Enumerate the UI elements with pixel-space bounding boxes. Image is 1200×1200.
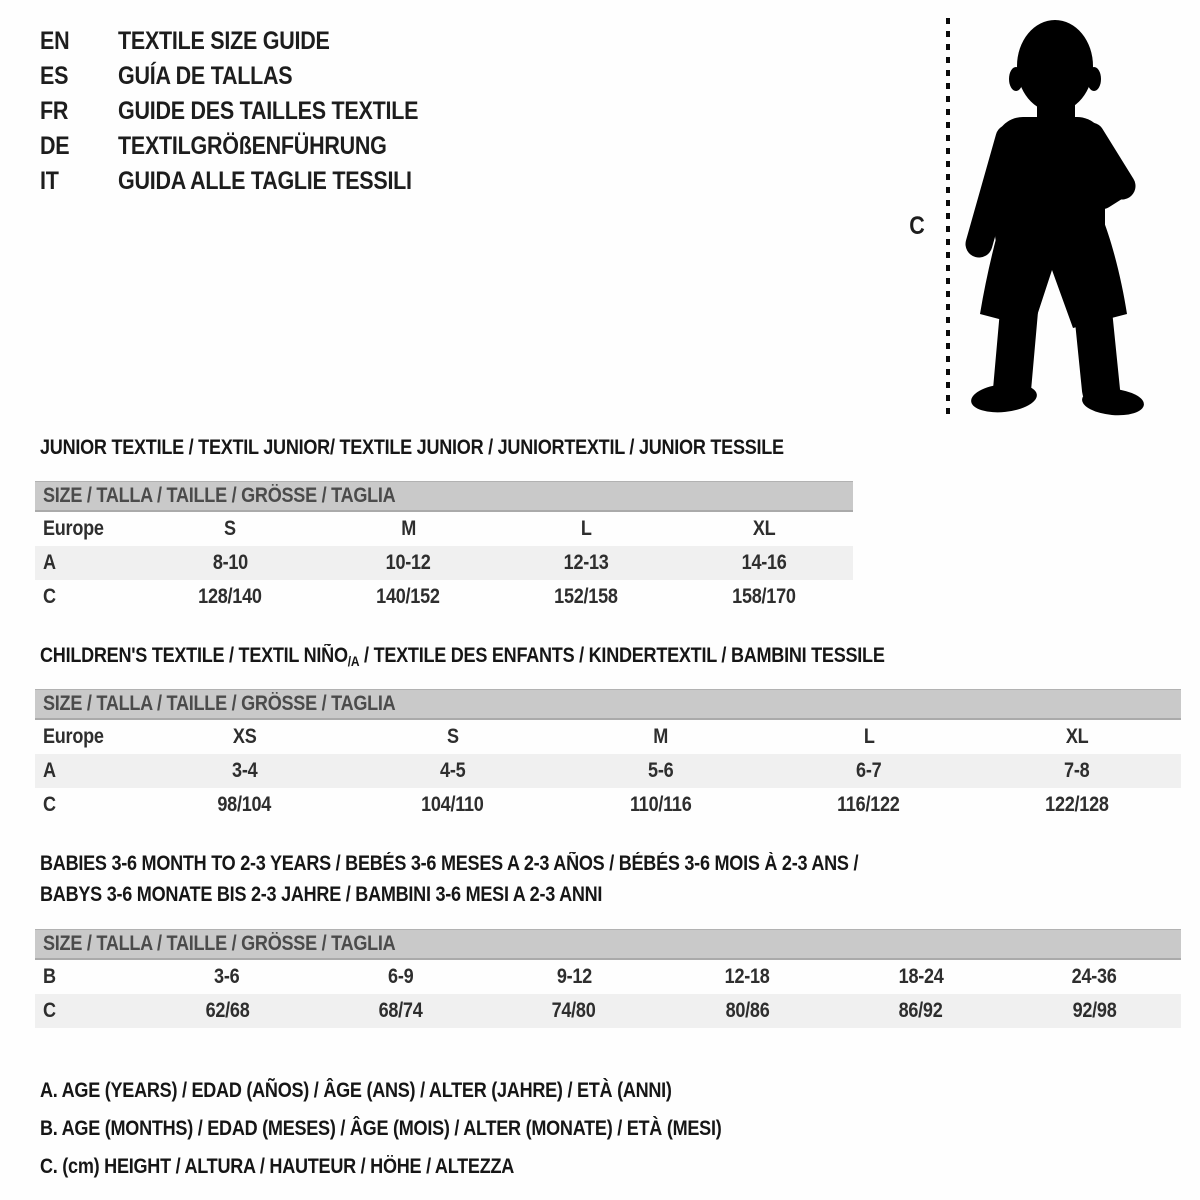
size-cell: 3-4	[231, 759, 258, 782]
language-title: TEXTILGRÖßENFÜHRUNG	[118, 132, 387, 160]
row-label: C	[43, 793, 56, 816]
row-label: Europe	[43, 725, 104, 748]
size-cell: 8-10	[212, 551, 248, 574]
row-label: A	[43, 759, 56, 782]
language-code: FR	[40, 97, 69, 125]
table-row	[35, 720, 1181, 754]
table-row	[35, 960, 1181, 994]
babies-section-title: BABIES 3-6 MONTH TO 2-3 YEARS / BEBÉS 3-6 MESES A 2-3 AÑOS / BÉBÉS 3-6 MOIS À 2-3 ANS / BABYS 3-6 MONATE BIS 2-3 JAHRE / BAMBINI 3-6 MESI A 2-3 ANNI	[40, 852, 859, 906]
size-cell: 62/68	[205, 999, 250, 1022]
language-title: TEXTILE SIZE GUIDE	[118, 27, 330, 55]
babies-size-table	[35, 929, 1181, 1028]
row-label: Europe	[43, 517, 104, 540]
toddler-silhouette-icon	[955, 16, 1145, 424]
size-cell: L	[580, 517, 592, 540]
size-cell: 7-8	[1064, 759, 1090, 782]
junior-size-table	[35, 481, 853, 614]
nino-a-subscript: /A	[347, 653, 360, 669]
legend-line-b: B. AGE (MONTHS) / EDAD (MESES) / ÂGE (MOIS) / ALTER (MONATE) / ETÀ (MESI)	[40, 1117, 722, 1140]
language-row-fr	[40, 94, 467, 129]
language-row-de	[40, 129, 467, 164]
size-cell: 98/104	[217, 793, 272, 816]
size-cell: 110/116	[629, 793, 692, 816]
language-code: DE	[40, 132, 70, 160]
row-label: B	[43, 965, 56, 988]
size-cell: 3-6	[214, 965, 240, 988]
size-cell: S	[224, 517, 237, 540]
table-row	[35, 994, 1181, 1028]
language-row-en	[40, 24, 467, 59]
children-size-header-bar: SIZE / TALLA / TAILLE / GRÖSSE / TAGLIA	[35, 689, 1181, 720]
size-cell: 10-12	[385, 551, 431, 574]
children-size-table	[35, 689, 1181, 822]
size-cell: 122/128	[1045, 793, 1109, 816]
size-cell: 24-36	[1071, 965, 1117, 988]
language-title: GUÍA DE TALLAS	[118, 62, 293, 90]
height-measure-dashed-line	[946, 18, 950, 418]
size-cell: 6-9	[387, 965, 414, 988]
size-cell: M	[653, 725, 669, 748]
size-cell: 86/92	[898, 999, 943, 1022]
junior-size-header-bar: SIZE / TALLA / TAILLE / GRÖSSE / TAGLIA	[35, 481, 853, 512]
table-row	[35, 754, 1181, 788]
row-label: C	[43, 999, 56, 1022]
language-row-es	[40, 59, 467, 94]
size-cell: XL	[1065, 725, 1089, 748]
size-cell: 9-12	[556, 965, 592, 988]
size-cell: 158/170	[732, 585, 796, 608]
size-cell: 128/140	[198, 585, 263, 608]
language-code: ES	[40, 62, 69, 90]
language-guide-list	[40, 24, 467, 199]
size-cell: S	[446, 725, 459, 748]
junior-section-title: JUNIOR TEXTILE / TEXTIL JUNIOR/ TEXTILE JUNIOR / JUNIORTEXTIL / JUNIOR TESSILE	[40, 436, 784, 459]
row-label: C	[43, 585, 56, 608]
language-code: IT	[40, 167, 59, 195]
babies-size-header-bar: SIZE / TALLA / TAILLE / GRÖSSE / TAGLIA	[35, 929, 1181, 960]
size-cell: 116/122	[837, 793, 901, 816]
language-title: GUIDE DES TAILLES TEXTILE	[118, 97, 419, 125]
table-row	[35, 580, 853, 614]
children-section-title: CHILDREN'S TEXTILE / TEXTIL NIÑO/A / TEXTILE DES ENFANTS / KINDERTEXTIL / BAMBINI TESSILE	[40, 644, 885, 669]
size-cell: 14-16	[741, 551, 787, 574]
size-cell: 68/74	[378, 999, 423, 1022]
table-row	[35, 788, 1181, 822]
size-cell: 5-6	[648, 759, 674, 782]
size-cell: L	[863, 725, 875, 748]
size-cell: 92/98	[1072, 999, 1117, 1022]
language-title: GUIDA ALLE TAGLIE TESSILI	[118, 167, 412, 195]
size-cell: M	[400, 517, 416, 540]
size-cell: 12-13	[563, 551, 609, 574]
measure-legend	[40, 1072, 832, 1186]
language-code: EN	[40, 27, 70, 55]
language-row-it	[40, 164, 467, 199]
size-cell: 6-7	[856, 759, 882, 782]
size-cell: XS	[232, 725, 257, 748]
height-measure-label: C	[909, 212, 925, 240]
table-row	[35, 512, 853, 546]
row-label: A	[43, 551, 56, 574]
size-cell: 104/110	[421, 793, 484, 816]
legend-line-a: A. AGE (YEARS) / EDAD (AÑOS) / ÂGE (ANS) / ALTER (JAHRE) / ETÀ (ANNI)	[40, 1079, 672, 1102]
size-cell: 80/86	[725, 999, 770, 1022]
size-cell: XL	[752, 517, 776, 540]
size-cell: 12-18	[724, 965, 770, 988]
table-row	[35, 546, 853, 580]
size-cell: 18-24	[898, 965, 944, 988]
legend-line-c: C. (cm) HEIGHT / ALTURA / HAUTEUR / HÖHE / ALTEZZA	[40, 1155, 515, 1178]
size-cell: 152/158	[554, 585, 618, 608]
size-cell: 140/152	[376, 585, 440, 608]
size-cell: 4-5	[439, 759, 466, 782]
size-cell: 74/80	[552, 999, 596, 1022]
